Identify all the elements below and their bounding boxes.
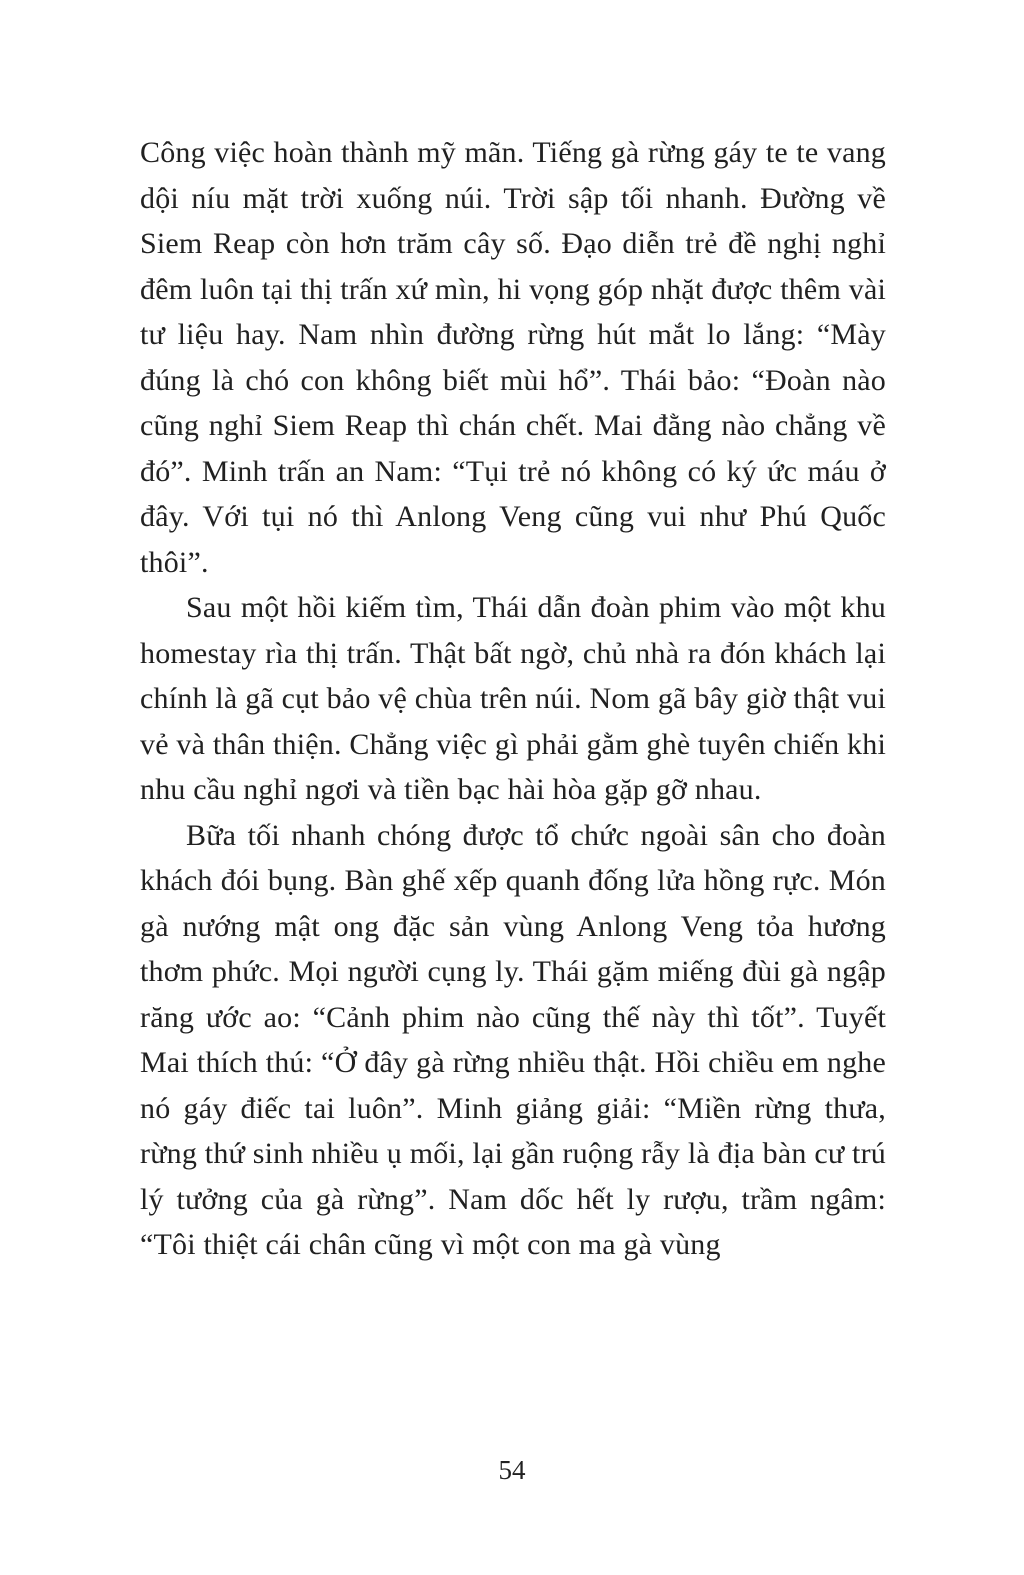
paragraph-1: Công việc hoàn thành mỹ mãn. Tiếng gà rừng gáy te te vang dội níu mặt trời xuống núi. Trời sập tối nhanh. Đường về Siem Reap còn hơn trăm cây số. Đạo diễn trẻ đề nghị nghỉ đêm luôn tại thị trấn xứ mìn, hi vọng góp nhặt được thêm vài tư liệu hay. Nam nhìn đường rừng hút mắt lo lắng: “Mày đúng là chó con không biết mùi hổ”. Thái bảo: “Đoàn nào cũng nghỉ Siem Reap thì chán chết. Mai đằng nào chẳng về đó”. Minh trấn an Nam: “Tụi trẻ nó không có ký ức máu ở đây. Với tụi nó thì Anlong Veng cũng vui như Phú Quốc thôi”.: [140, 136, 886, 579]
book-page: [140, 130, 886, 1268]
paragraph-3: Bữa tối nhanh chóng được tổ chức ngoài sân cho đoàn khách đói bụng. Bàn ghế xếp quanh đống lửa hồng rực. Món gà nướng mật ong đặc sản vùng Anlong Veng tỏa hương thơm phức. Mọi người cụng ly. Thái gặm miếng đùi gà ngập răng ước ao: “Cảnh phim nào cũng thế này thì tốt”. Tuyết Mai thích thú: “Ở đây gà rừng nhiều thật. Hồi chiều em nghe nó gáy điếc tai luôn”. Minh giảng giải: “Miền rừng thưa, rừng thứ sinh nhiều ụ mối, lại gần ruộng rẫy là địa bàn cư trú lý tưởng của gà rừng”. Nam dốc hết ly rượu, trầm ngâm: “Tôi thiệt cái chân cũng vì một con ma gà vùng: [140, 818, 886, 1261]
paragraph-2: Sau một hồi kiếm tìm, Thái dẫn đoàn phim vào một khu homestay rìa thị trấn. Thật bất ngờ, chủ nhà ra đón khách lại chính là gã cụt bảo vệ chùa trên núi. Nom gã bây giờ thật vui vẻ và thân thiện. Chẳng việc gì phải gằm ghè tuyên chiến khi nhu cầu nghỉ ngơi và tiền bạc hài hòa gặp gỡ nhau.: [140, 591, 886, 806]
page-number: 54: [498, 1455, 526, 1485]
